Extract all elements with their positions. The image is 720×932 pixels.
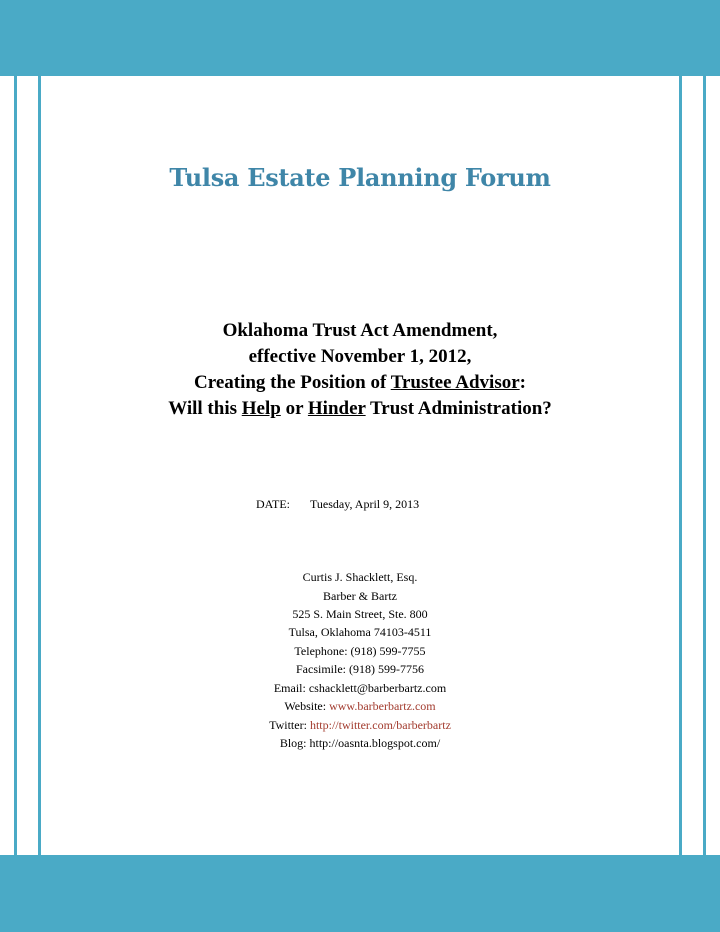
heading-line-4-prefix: Will this bbox=[168, 398, 242, 419]
heading-line-2: effective November 1, 2012, bbox=[248, 346, 472, 367]
heading-line-4 bbox=[0, 397, 720, 421]
top-color-band bbox=[0, 0, 720, 76]
contact-email: Email: cshacklett@barberbartz.com bbox=[273, 681, 447, 695]
forum-title: Tulsa Estate Planning Forum bbox=[169, 163, 551, 192]
date-line bbox=[256, 497, 420, 512]
heading-line-3 bbox=[0, 371, 720, 395]
contact-telephone: Telephone: (918) 599-7755 bbox=[294, 644, 426, 658]
right-inner-rule bbox=[679, 0, 682, 932]
twitter-label: Twitter: bbox=[269, 718, 310, 732]
heading-line-1: Oklahoma Trust Act Amendment, bbox=[222, 320, 498, 341]
contact-facsimile: Facsimile: (918) 599-7756 bbox=[296, 662, 424, 676]
website-label: Website: bbox=[284, 699, 330, 713]
contact-firm: Barber & Bartz bbox=[323, 589, 397, 603]
contact-name: Curtis J. Shacklett, Esq. bbox=[302, 570, 418, 584]
trustee-advisor-term: Trustee Advisor bbox=[390, 372, 520, 393]
date-value: Tuesday, April 9, 2013 bbox=[310, 497, 420, 511]
heading-line-3-suffix: : bbox=[519, 372, 526, 393]
contact-website bbox=[0, 697, 720, 716]
left-outer-rule bbox=[14, 0, 17, 932]
contact-address-2: Tulsa, Oklahoma 74103-4511 bbox=[288, 625, 432, 639]
hinder-term: Hinder bbox=[307, 398, 366, 419]
contact-blog: Blog: http://oasnta.blogspot.com/ bbox=[279, 736, 441, 750]
contact-twitter bbox=[0, 716, 720, 735]
website-link[interactable]: www.barberbartz.com bbox=[329, 699, 436, 713]
heading-line-4-suffix: Trust Administration? bbox=[365, 398, 552, 419]
twitter-link[interactable]: http://twitter.com/barberbartz bbox=[309, 718, 451, 732]
heading-line-3-prefix: Creating the Position of bbox=[194, 372, 391, 393]
contact-address-1: 525 S. Main Street, Ste. 800 bbox=[292, 607, 428, 621]
heading-line-4-or: or bbox=[280, 398, 308, 419]
right-outer-rule bbox=[703, 0, 706, 932]
date-label: DATE: bbox=[256, 497, 290, 511]
help-term: Help bbox=[241, 398, 281, 419]
bottom-color-band bbox=[0, 855, 720, 932]
